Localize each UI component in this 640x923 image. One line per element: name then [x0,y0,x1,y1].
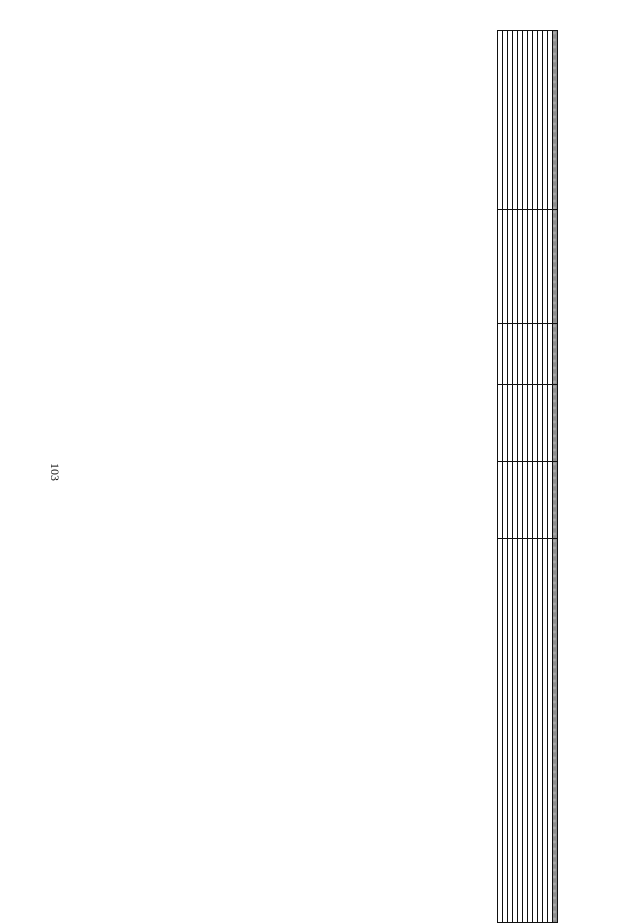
table-body [498,31,553,923]
cell-required-flag [533,462,538,539]
elements-table [497,30,558,923]
cell-required-flag [543,462,548,539]
cell-required-flag [498,462,503,539]
cell-additional-info [503,539,508,923]
table-row [498,31,503,923]
table-row [523,31,528,923]
cell-element-type [498,324,503,385]
cell-additional-info [498,539,503,923]
cell-element-format [523,385,528,462]
table-row [503,31,508,923]
table-row [508,31,513,923]
cell-required-flag [513,462,518,539]
cell-element-format [518,385,523,462]
cell-element-format [548,385,553,462]
cell-element-type [503,324,508,385]
cell-element-name [518,31,523,210]
table-row [543,31,548,923]
header-element-type [553,324,558,385]
cell-required-flag [518,462,523,539]
cell-element-name [523,31,528,210]
cell-element-name [528,31,533,210]
cell-short-name [548,210,553,324]
table-row [538,31,543,923]
cell-short-name [513,210,518,324]
cell-element-type [513,324,518,385]
cell-element-format [538,385,543,462]
cell-short-name [543,210,548,324]
cell-required-flag [538,462,543,539]
rotated-page-content [88,30,558,868]
cell-additional-info [518,539,523,923]
cell-element-type [538,324,543,385]
cell-element-type [543,324,548,385]
cell-required-flag [523,462,528,539]
cell-element-type [528,324,533,385]
cell-element-format [508,385,513,462]
cell-element-name [498,31,503,210]
table-header-row [553,31,558,923]
cell-element-name [548,31,553,210]
cell-element-name [543,31,548,210]
cell-required-flag [528,462,533,539]
table-row [513,31,518,923]
cell-short-name [533,210,538,324]
cell-element-name [538,31,543,210]
cell-element-format [503,385,508,462]
signature-stamp [526,800,566,910]
cell-element-type [508,324,513,385]
cell-short-name [518,210,523,324]
cell-element-name [508,31,513,210]
cell-short-name [503,210,508,324]
table-row [528,31,533,923]
header-short-name [553,210,558,324]
cell-short-name [538,210,543,324]
cell-short-name [528,210,533,324]
cell-element-type [518,324,523,385]
table-row [518,31,523,923]
cell-element-name [513,31,518,210]
cell-required-flag [508,462,513,539]
cell-short-name [523,210,528,324]
header-element-name [553,31,558,210]
cell-required-flag [503,462,508,539]
cell-element-format [533,385,538,462]
cell-short-name [508,210,513,324]
cell-additional-info [508,539,513,923]
cell-element-format [513,385,518,462]
page-number: 103 [48,463,62,481]
cell-element-name [503,31,508,210]
cell-element-format [498,385,503,462]
cell-element-type [533,324,538,385]
cell-element-type [548,324,553,385]
cell-required-flag [548,462,553,539]
cell-short-name [498,210,503,324]
table-row [533,31,538,923]
cell-element-type [523,324,528,385]
header-required-flag [553,462,558,539]
cell-element-format [528,385,533,462]
cell-element-name [533,31,538,210]
table-row [548,31,553,923]
header-element-format [553,385,558,462]
cell-element-format [543,385,548,462]
cell-additional-info [513,539,518,923]
